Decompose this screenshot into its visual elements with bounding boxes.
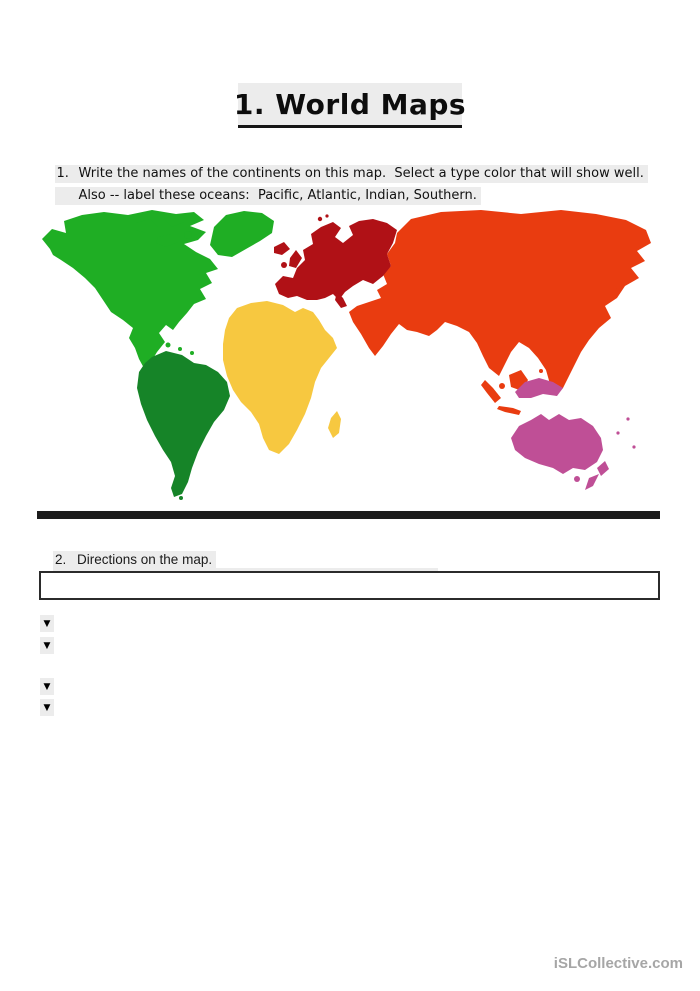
island-svalbard-2 [325,214,328,217]
question1-number: 1. [56,166,69,181]
dropdown-arrow-4[interactable] [40,699,54,716]
island-caribbean-2 [178,347,182,351]
continent-europe [274,214,397,308]
question2-number: 2. [55,552,67,567]
island-tasmania [574,476,580,482]
island-new-zealand-north [597,461,609,476]
continent-africa [223,301,341,454]
question1-oceans-text: Also -- label these oceans: Pacific, Atlantic, Indian, Southern. [55,187,481,205]
island-java [497,406,521,415]
island-philippines-3 [539,369,543,373]
chevron-down-icon: ▼ [43,681,51,692]
question2-text: Directions on the map. [77,552,213,567]
dropdown-arrow-1[interactable] [40,615,54,632]
continent-south-america-mainland [137,351,230,497]
continent-oceania [511,378,636,490]
world-map-svg [40,205,660,500]
world-map-image [40,205,660,500]
continent-asia [349,210,651,415]
island-svalbard-1 [318,217,322,221]
answer-box[interactable] [39,571,660,600]
dropdown-arrow-3[interactable] [40,678,54,695]
island-iceland [274,242,290,255]
continent-australia [511,414,603,474]
question1-text: Write the names of the continents on this map. Select a type color that will show well. [78,166,644,181]
island-japan-south [613,288,618,293]
island-sumatra [481,380,501,403]
chevron-down-icon: ▼ [43,640,51,651]
page-title: 1. World Maps [233,87,467,121]
island-philippines-2 [547,363,552,368]
island-greenland [210,211,274,257]
chevron-down-icon: ▼ [43,702,51,713]
island-madagascar [328,411,341,438]
island-caribbean-3 [190,351,194,355]
watermark-text: iSLCollective.com [553,955,683,972]
continent-south-america [137,351,230,500]
island-pacific-2 [626,417,629,420]
island-pacific-3 [632,445,635,448]
continent-africa-mainland [223,301,337,454]
chevron-down-icon: ▼ [43,618,51,629]
worksheet-title-block [233,83,467,128]
island-philippines-1 [542,351,548,357]
section-divider-bar [37,511,660,519]
island-pacific-1 [616,431,619,434]
island-arctic-4 [184,231,192,239]
island-tierra-del-fuego [179,496,183,500]
island-sri-lanka [499,383,505,389]
dropdown-arrow-2[interactable] [40,637,54,654]
island-ireland [281,262,287,268]
island-caribbean-1 [166,343,171,348]
island-new-zealand-south [585,474,599,490]
